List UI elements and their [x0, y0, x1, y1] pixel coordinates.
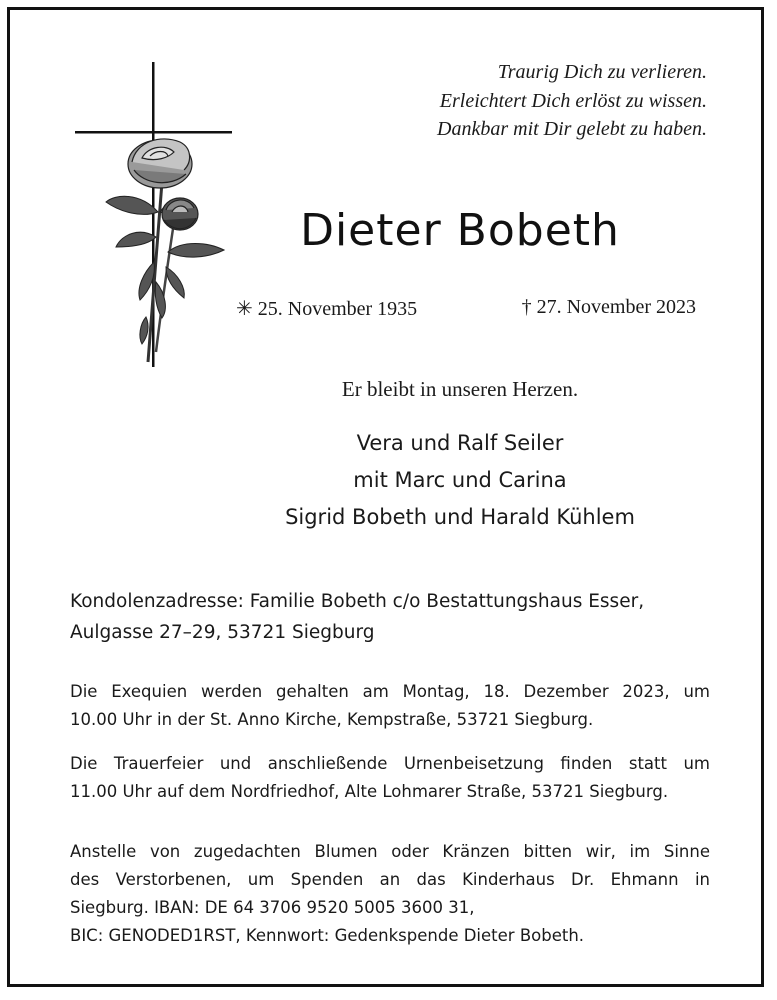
death-cross-icon: † [521, 296, 532, 318]
birth-date [236, 296, 417, 321]
donation-line: des Verstorbenen, um Spenden an das Kinderhaus Dr. Ehmann in [70, 870, 710, 889]
cross-with-roses-icon [70, 62, 240, 372]
family-line: mit Marc und Carina [353, 468, 567, 492]
exequien-line: 10.00 Uhr in der St. Anno Kirche, Kempstraße, 53721 Siegburg. [70, 710, 594, 729]
life-dates [236, 296, 696, 321]
motto-line: Traurig Dich zu verlieren. [497, 61, 707, 83]
death-date [522, 296, 696, 321]
exequien-line: Die Exequien werden gehalten am Montag, 18. Dezember 2023, um [70, 682, 710, 701]
condolence-address [70, 586, 710, 648]
funeral-line: Die Trauerfeier und anschließende Urnenbeisetzung finden statt um [70, 754, 710, 773]
deceased-name: Dieter Bobeth [300, 205, 620, 256]
family-names [200, 425, 720, 536]
funeral-line: 11.00 Uhr auf dem Nordfriedhof, Alte Lohmarer Straße, 53721 Siegburg. [70, 782, 669, 801]
birth-star-icon: ✳ [236, 298, 253, 320]
family-line: Vera und Ralf Seiler [356, 431, 564, 455]
motto-line: Dankbar mit Dir gelebt zu haben. [437, 118, 707, 140]
donation-line: Anstelle von zugedachten Blumen oder Kränzen bitten wir, im Sinne [70, 842, 710, 861]
condolence-line: Kondolenzadresse: Familie Bobeth c/o Bestattungshaus Esser, [70, 591, 645, 612]
funeral-notice [70, 750, 710, 806]
remembrance-line: Er bleibt in unseren Herzen. [341, 377, 579, 401]
family-line: Sigrid Bobeth und Harald Kühlem [285, 505, 635, 529]
motto-verse [437, 58, 707, 144]
condolence-line: Aulgasse 27–29, 53721 Siegburg [70, 622, 375, 643]
motto-line: Erleichtert Dich erlöst zu wissen. [439, 89, 707, 112]
donation-notice [70, 838, 710, 950]
exequien-notice [70, 678, 710, 734]
donation-line: Siegburg. IBAN: DE 64 3706 9520 5005 3600 31, [70, 898, 475, 917]
birth-date-text: 25. November 1935 [257, 298, 418, 320]
donation-line: BIC: GENODED1RST, Kennwort: Gedenkspende Dieter Bobeth. [70, 926, 585, 945]
death-date-text: 27. November 2023 [536, 296, 696, 318]
